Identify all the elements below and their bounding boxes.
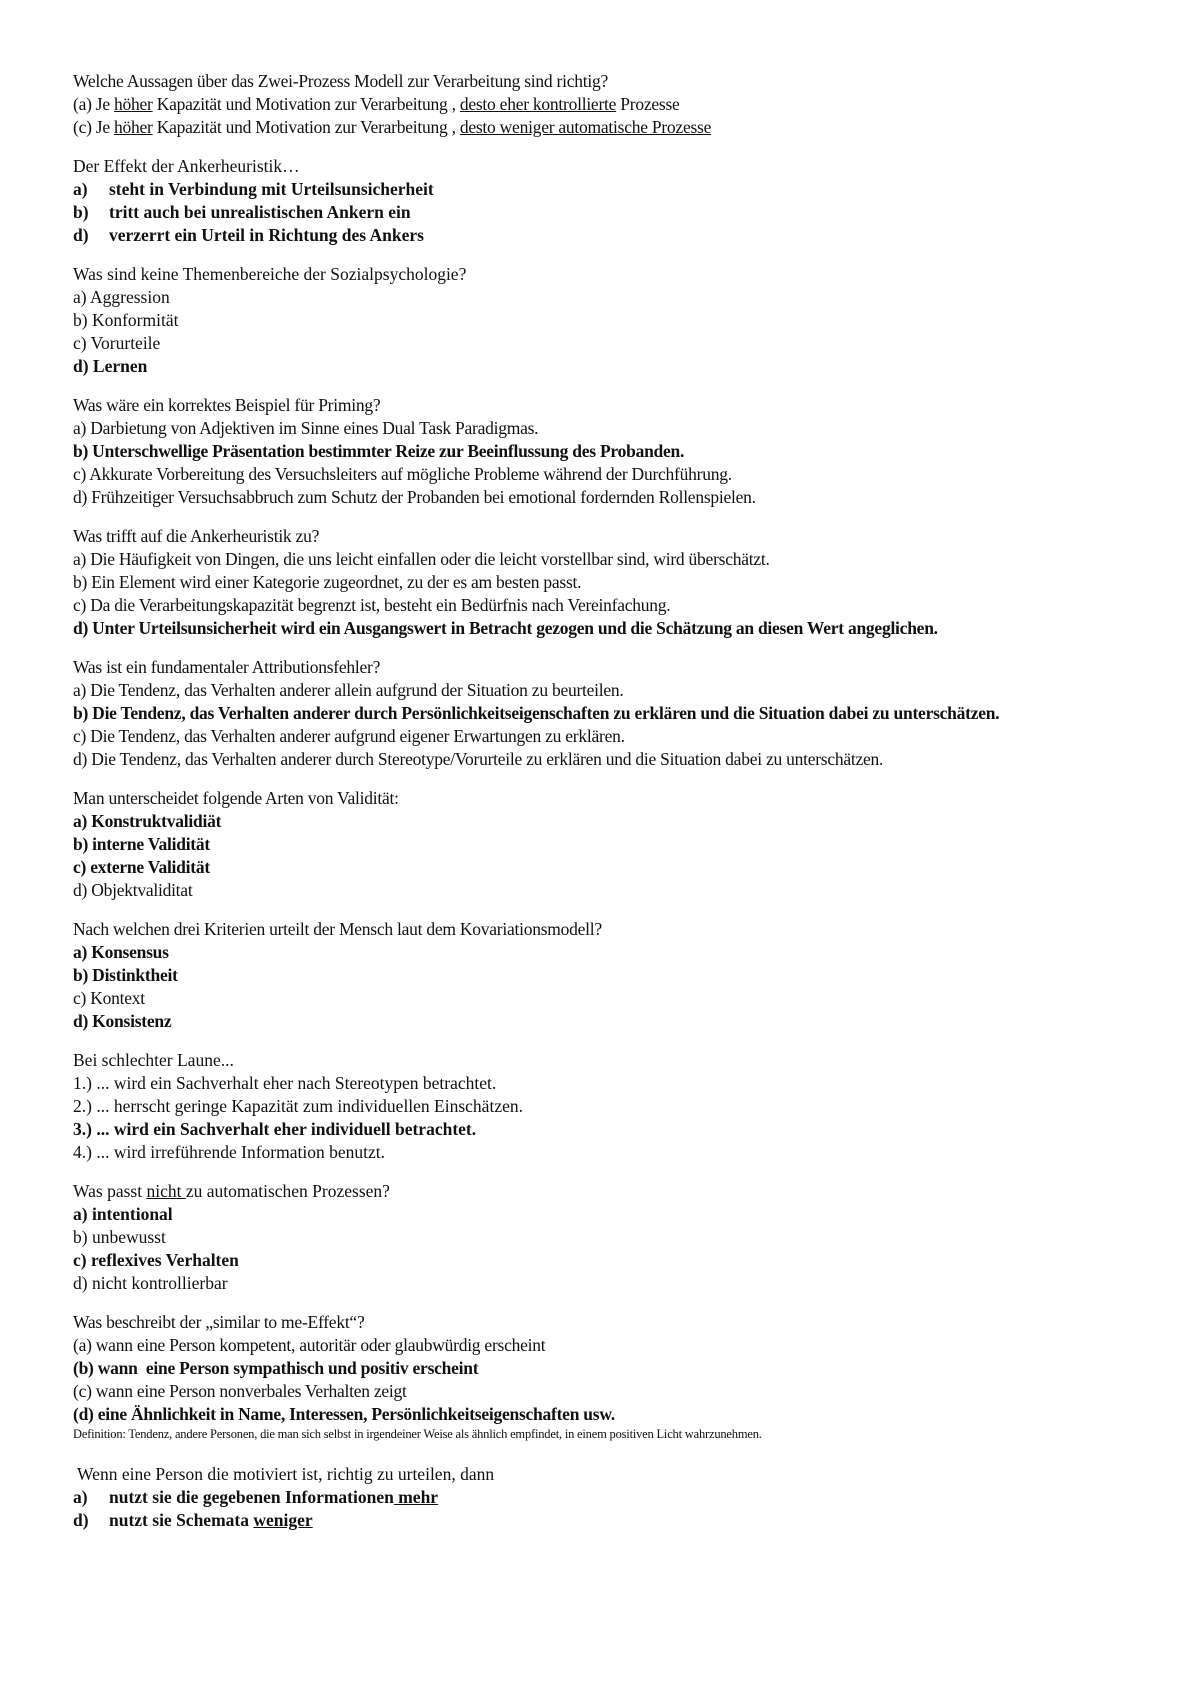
- question-attributionsfehler: [73, 656, 1153, 771]
- answer-a: (a) Je höher Kapazität und Motivation zur Verarbeitung , desto eher kontrollierte Prozesse: [73, 94, 680, 114]
- answer-c: c) Die Tendenz, das Verhalten anderer aufgrund eigener Erwartungen zu erklären.: [73, 726, 625, 746]
- definition-note: Definition: Tendenz, andere Personen, die man sich selbst in irgendeiner Weise als ähnlich empfindet, in einem positiven Licht wahrzunehmen.: [73, 1427, 762, 1441]
- question-ankereffekt: [73, 155, 1153, 247]
- question-zwei-prozess-modell: [73, 70, 1153, 139]
- question-prompt: Was trifft auf die Ankerheuristik zu?: [73, 526, 320, 546]
- answer-a: a) steht in Verbindung mit Urteilsunsicherheit: [73, 179, 434, 199]
- answer-c: c) reflexives Verhalten: [73, 1250, 239, 1270]
- answer-a: a) Darbietung von Adjektiven im Sinne eines Dual Task Paradigmas.: [73, 418, 539, 438]
- question-prompt: Der Effekt der Ankerheuristik…: [73, 156, 300, 176]
- question-prompt: Was beschreibt der „similar to me-Effekt“?: [73, 1312, 365, 1332]
- answer-d: d) Lernen: [73, 356, 148, 376]
- answer-d: d) Die Tendenz, das Verhalten anderer durch Stereotype/Vorurteile zu erklären und die Situation dabei zu unterschätzen.: [73, 749, 884, 769]
- answer-a: a) Konstruktvalidiät: [73, 811, 222, 831]
- answer-d: d) nicht kontrollierbar: [73, 1273, 228, 1293]
- question-themenbereiche: [73, 263, 1153, 378]
- question-priming: [73, 394, 1153, 509]
- answer-a: a) Die Häufigkeit von Dingen, die uns leicht einfallen oder die leicht vorstellbar sind, wird überschätzt.: [73, 549, 770, 569]
- answer-b: b) unbewusst: [73, 1227, 166, 1247]
- question-prompt: Bei schlechter Laune...: [73, 1050, 234, 1070]
- answer-d: (d) eine Ähnlichkeit in Name, Interessen, Persönlichkeitseigenschaften usw.: [73, 1404, 615, 1424]
- answer-c: c) Vorurteile: [73, 333, 161, 353]
- question-kovariationsmodell: [73, 918, 1153, 1033]
- answer-a: a) Konsensus: [73, 942, 169, 962]
- answer-b: (b) wann eine Person sympathisch und positiv erscheint: [73, 1358, 479, 1378]
- document-page: [73, 70, 1153, 1548]
- answer-1: 1.) ... wird ein Sachverhalt eher nach Stereotypen betrachtet.: [73, 1073, 497, 1093]
- answer-a: (a) wann eine Person kompetent, autoritär oder glaubwürdig erscheint: [73, 1335, 546, 1355]
- question-prompt: Wenn eine Person die motiviert ist, richtig zu urteilen, dann: [73, 1464, 495, 1484]
- answer-c: (c) Je höher Kapazität und Motivation zur Verarbeitung , desto weniger automatische Prozesse: [73, 117, 712, 137]
- answer-3: 3.) ... wird ein Sachverhalt eher individuell betrachtet.: [73, 1119, 477, 1139]
- question-ankerheuristik: [73, 525, 1153, 640]
- answer-c: c) Kontext: [73, 988, 145, 1008]
- answer-d: d) Frühzeitiger Versuchsabbruch zum Schutz der Probanden bei emotional fordernden Rollenspielen.: [73, 487, 756, 507]
- answer-d: d) Objektvaliditat: [73, 880, 193, 900]
- answer-a: a) intentional: [73, 1204, 173, 1224]
- answer-a: a) nutzt sie die gegebenen Informationen mehr: [73, 1487, 439, 1507]
- answer-b: b) Konformität: [73, 310, 179, 330]
- answer-d: d) verzerrt ein Urteil in Richtung des Ankers: [73, 225, 424, 245]
- answer-b: b) tritt auch bei unrealistischen Ankern ein: [73, 202, 411, 222]
- question-prompt: Was wäre ein korrektes Beispiel für Priming?: [73, 395, 381, 415]
- question-validitaet: [73, 787, 1153, 902]
- question-similar-to-me: [73, 1311, 1153, 1443]
- question-automatische-prozesse: [73, 1180, 1153, 1295]
- answer-d: d) Konsistenz: [73, 1011, 172, 1031]
- question-prompt: Was ist ein fundamentaler Attributionsfehler?: [73, 657, 381, 677]
- answer-a: a) Die Tendenz, das Verhalten anderer allein aufgrund der Situation zu beurteilen.: [73, 680, 624, 700]
- answer-d: d) nutzt sie Schemata weniger: [73, 1510, 313, 1530]
- question-prompt: Was passt nicht zu automatischen Prozessen?: [73, 1181, 390, 1201]
- question-prompt: Welche Aussagen über das Zwei-Prozess Modell zur Verarbeitung sind richtig?: [73, 71, 608, 91]
- answer-b: b) Die Tendenz, das Verhalten anderer durch Persönlichkeitseigenschaften zu erklären und die Situation dabei zu unterschätzen.: [73, 703, 1000, 723]
- answer-4: 4.) ... wird irreführende Information benutzt.: [73, 1142, 385, 1162]
- answer-c: c) Da die Verarbeitungskapazität begrenzt ist, besteht ein Bedürfnis nach Vereinfachung.: [73, 595, 671, 615]
- question-motiviert-urteilen: [73, 1463, 1153, 1532]
- question-prompt: Man unterscheidet folgende Arten von Validität:: [73, 788, 399, 808]
- answer-b: b) Ein Element wird einer Kategorie zugeordnet, zu der es am besten passt.: [73, 572, 582, 592]
- answer-c: c) Akkurate Vorbereitung des Versuchsleiters auf mögliche Probleme während der Durchführung.: [73, 464, 732, 484]
- answer-c: (c) wann eine Person nonverbales Verhalten zeigt: [73, 1381, 407, 1401]
- answer-b: b) Distinktheit: [73, 965, 178, 985]
- answer-d: d) Unter Urteilsunsicherheit wird ein Ausgangswert in Betracht gezogen und die Schätzung an diesen Wert angeglichen.: [73, 618, 938, 638]
- question-prompt: Was sind keine Themenbereiche der Sozialpsychologie?: [73, 264, 467, 284]
- answer-2: 2.) ... herrscht geringe Kapazität zum individuellen Einschätzen.: [73, 1096, 523, 1116]
- answer-b: b) interne Validität: [73, 834, 210, 854]
- answer-c: c) externe Validität: [73, 857, 210, 877]
- answer-b: b) Unterschwellige Präsentation bestimmter Reize zur Beeinflussung des Probanden.: [73, 441, 685, 461]
- answer-a: a) Aggression: [73, 287, 170, 307]
- question-schlechte-laune: [73, 1049, 1153, 1164]
- question-prompt: Nach welchen drei Kriterien urteilt der Mensch laut dem Kovariationsmodell?: [73, 919, 602, 939]
